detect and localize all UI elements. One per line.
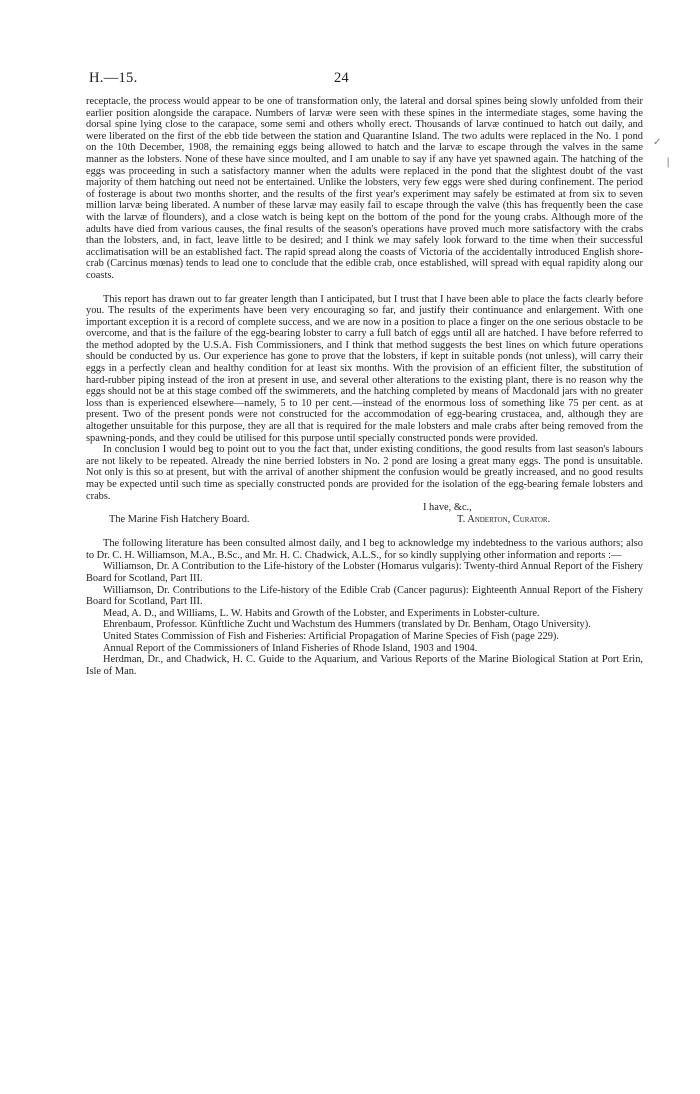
reference-item: United States Commission of Fish and Fisheries: Artificial Propagation of Marine Species of Fish (page 229). [103, 630, 559, 642]
margin-check-icon: ✓ [653, 137, 662, 148]
report-reference: H.—15. [89, 70, 138, 86]
paragraph-report-summary: This report has drawn out to far greater length than I anticipated, but I trust that I have been able to place the facts clearly before you. The results of the experiments have been very encouraging so far, and justify their continuance and enlargement. With one important exception it is a record of complete success, and we are now in a position to place a finger on the one serious obstacle to be overcome, and that is the failure of the egg-bearing lobster to carry a full batch of eggs until all are hatched. I have before referred to the method adopted by the U.S.A. Fish Commissioners, and I think that method suggests the best lines on which future operations should be conducted by us. Our experience has gone to prove that the lobsters, if kept in suitable ponds (not unless), will carry their eggs in a perfectly clean and healthy condition for at least six months. With the provision of an efficient filter, the substitution of hard-rubber piping instead of the iron at present in use, and several other alterations to the existing plant, there is no reason why the eggs should not be at this stage combed off the swimmerets, and the hatching completed by means of Macdonald jars with no greater loss than is experienced elsewhere—namely, 5 to 10 per cent.—instead of the enormous loss of something like 75 per cent. as at present. Two of the present ponds were not constructed for the accommodation of egg-bearing crustacea, and, although they are altogether unsuitable for this purpose, they are all that is required for the male lobsters and male crabs after being removed from the spawning-ponds, and they could be utilised for this purpose until specially constructed ponds were provided. [86, 293, 643, 444]
paragraph-crab-hatching: receptacle, the process would appear to be one of transformation only, the lateral and dorsal spines being slowly unfolded from their earlier position alongside the carapace. Numbers of larvæ were seen with these spines in the intermediate stages, some having the dorsal spine lying close to the carapace, some semi and others wholly erect. Thousands of larvæ continued to hatch out daily, and were liberated on the first of the ebb tide between the station and Quarantine Island. The two adults were replaced in the No. 1 pond on the 10th December, 1908, the remaining eggs being allowed to hatch and the larvæ to escape through the valves in the same manner as the lobsters. None of these have since moulted, and I am unable to say if any have yet spawned again. The hatching of the eggs was proceeding in such a satisfactory manner when the adults were replaced in the pond that the slightest doubt of the vast majority of them hatching out need not be entertained. Unlike the lobsters, very few eggs were shed during confinement. The period of fosterage is about two months shorter, and the results of the first year's experiment may safely be estimated at from six to seven million larvæ being liberated. A number of these larvæ may easily fail to escape through the valve (this has frequently been the case with the larvæ of flounders), and a close watch is being kept on the bottom of the pond for the young crabs. Although more of the adults have died from various causes, the final results of the season's operations have proved much more satisfactory with the crabs than the lobsters, and, in fact, leave little to be desired; and I think we may safely look forward to the time when their successful acclimatisation will be an established fact. The rapid spread along the coasts of Victoria of the accidentally introduced English shore-crab (Carcinus mœnas) tends to lead one to conclude that the edible crab, once established, will spread with equal rapidity along our coasts. [86, 96, 643, 281]
body-text [86, 96, 643, 677]
addressee: The Marine Fish Hatchery Board. [109, 514, 250, 526]
page-number: 24 [334, 70, 350, 86]
paragraph-acknowledgement: The following literature has been consulted almost daily, and I beg to acknowledge my indebtedness to the various authors; also to Dr. C. H. Williamson, M.A., B.Sc., and Mr. H. C. Chadwick, A.L.S., for so kindly supplying other information and reports :— [86, 538, 643, 561]
closing-line [86, 502, 643, 514]
paragraph-conclusion: In conclusion I would beg to point out to you the fact that, under existing conditions, the good results from last season's labours are not likely to be repeated. Already the nine berried lobsters in No. 2 pond are losing a great many eggs. The pond is unsuitable. Not only is this so at present, but with the arrival of another shipment the confusion would be greatly increased, and no good results may be expected until such time as specially constructed ponds are provided for the isolation of the egg-bearing female lobsters and crabs. [86, 444, 643, 502]
reference-item: Ehrenbaum, Professor. Künftliche Zucht und Wachstum des Hummers (translated by Dr. Benham, Otago University). [103, 619, 591, 631]
margin-tick-icon: ❘ [664, 157, 673, 168]
closing-salutation: I have, &c., [423, 502, 472, 514]
reference-item: Herdman, Dr., and Chadwick, H. C. Guide to the Aquarium, and Various Reports of the Marine Biological Station at Port Erin, Isle of Man. [86, 654, 643, 677]
page-header [89, 70, 635, 90]
reference-item: Mead, A. D., and Williams, L. W. Habits and Growth of the Lobster, and Experiments in Lobster-culture. [103, 607, 540, 619]
reference-item: Williamson, Dr. Contributions to the Life-history of the Edible Crab (Cancer pagurus): Eighteenth Annual Report of the Fishery Board for Scotland, Part III. [86, 584, 643, 608]
signer-name: T. Anderton, Curator. [457, 514, 551, 526]
reference-item: Williamson, Dr. A Contribution to the Life-history of the Lobster (Homarus vulgaris): Twenty-third Annual Report of the Fishery Board for Scotland, Part III. [86, 561, 643, 584]
reference-item: Annual Report of the Commissioners of Inland Fisheries of Rhode Island, 1903 and 1904. [103, 642, 478, 654]
signature-line [86, 514, 643, 526]
